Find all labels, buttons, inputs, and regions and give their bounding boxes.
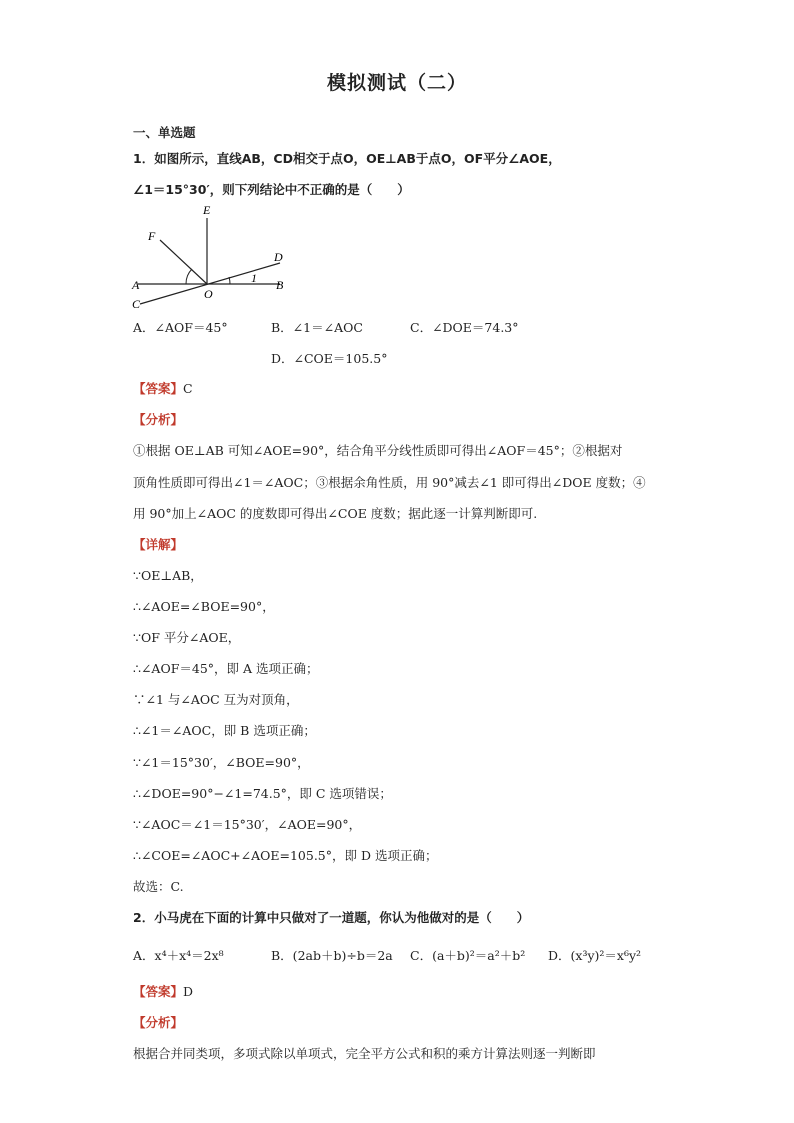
detail-line: ∵OE⊥AB， bbox=[133, 568, 203, 583]
label-1: 1 bbox=[251, 271, 257, 285]
detail-line: ∵OF 平分∠AOE， bbox=[133, 630, 241, 645]
q1-analysis-line2: 顶角性质即可得出∠1＝∠AOC；③根据余角性质，用 90°减去∠1 即可得出∠DOE 度数；④ bbox=[133, 475, 646, 490]
q1-option-a: A．∠AOF＝45° bbox=[133, 320, 228, 335]
detail-line: ∴∠AOF＝45°，即 A 选项正确； bbox=[133, 661, 319, 676]
answer-tag: 【答案】 bbox=[133, 984, 184, 999]
answer-tag: 【答案】 bbox=[133, 381, 184, 396]
detail-line: ∵∠1＝15°30′，∠BOE=90°， bbox=[133, 755, 310, 770]
label-b: B bbox=[276, 278, 284, 292]
q2-option-b: B．(2ab＋b)÷b＝2a bbox=[271, 948, 393, 963]
answer-value: C bbox=[183, 381, 193, 396]
detail-line: ∴∠COE=∠AOC+∠AOE=105.5°，即 D 选项正确； bbox=[133, 848, 438, 863]
detail-line: 故选：C. bbox=[133, 879, 184, 894]
detail-line: ∵∠1 与∠AOC 互为对顶角， bbox=[133, 692, 299, 707]
section-heading: 一、单选题 bbox=[133, 125, 196, 140]
q2-option-d: D．(x³y)²＝x⁶y² bbox=[548, 948, 642, 963]
q2-answer bbox=[133, 983, 193, 1001]
q1-geometry-figure bbox=[130, 200, 300, 312]
answer-value: D bbox=[183, 984, 194, 999]
q2-analysis-line1: 根据合并同类项，多项式除以单项式，完全平方公式和积的乘方计算法则逐一判断即 bbox=[133, 1046, 596, 1061]
angle-arc-aof bbox=[186, 269, 192, 284]
label-c: C bbox=[132, 297, 141, 311]
ray-of bbox=[160, 240, 207, 284]
q2-analysis-tag: 【分析】 bbox=[133, 1015, 184, 1030]
q1-stem-line1: 1．如图所示，直线AB，CD相交于点O，OE⊥AB于点O，OF平分∠AOE， bbox=[133, 151, 561, 166]
q1-stem-line2: ∠1＝15°30′，则下列结论中不正确的是（ ） bbox=[133, 182, 410, 197]
detail-line: ∴∠1＝∠AOC，即 B 选项正确； bbox=[133, 723, 316, 738]
q1-option-b: B．∠1＝∠AOC bbox=[271, 320, 363, 335]
label-o: O bbox=[204, 287, 213, 301]
label-a: A bbox=[132, 278, 140, 292]
q1-option-d: D．∠COE＝105.5° bbox=[271, 351, 388, 366]
q2-option-c: C．(a＋b)²＝a²＋b² bbox=[410, 948, 526, 963]
q1-detail-tag: 【详解】 bbox=[133, 537, 184, 552]
detail-line: ∴∠AOE=∠BOE=90°， bbox=[133, 599, 275, 614]
q1-analysis-line1: ①根据 OE⊥AB 可知∠AOE=90°，结合角平分线性质即可得出∠AOF＝45°；②根据对 bbox=[133, 443, 623, 458]
label-f: F bbox=[148, 229, 156, 243]
detail-line: ∴∠DOE=90°−∠1=74.5°，即 C 选项错误； bbox=[133, 786, 392, 801]
q2-stem: 2．小马虎在下面的计算中只做对了一道题，你认为他做对的是（ ） bbox=[133, 910, 530, 925]
label-e: E bbox=[203, 203, 211, 217]
q2-option-a: A．x⁴＋x⁴＝2x⁸ bbox=[133, 948, 224, 963]
q1-option-c: C．∠DOE＝74.3° bbox=[410, 320, 519, 335]
detail-line: ∵∠AOC＝∠1＝15°30′，∠AOE=90°， bbox=[133, 817, 362, 832]
page-title: 模拟测试（二） bbox=[326, 72, 467, 94]
q1-analysis-tag: 【分析】 bbox=[133, 412, 184, 427]
label-d: D bbox=[274, 250, 283, 264]
q1-analysis-line3: 用 90°加上∠AOC 的度数即可得出∠COE 度数；据此逐一计算判断即可. bbox=[133, 506, 538, 521]
q1-answer bbox=[133, 380, 193, 398]
